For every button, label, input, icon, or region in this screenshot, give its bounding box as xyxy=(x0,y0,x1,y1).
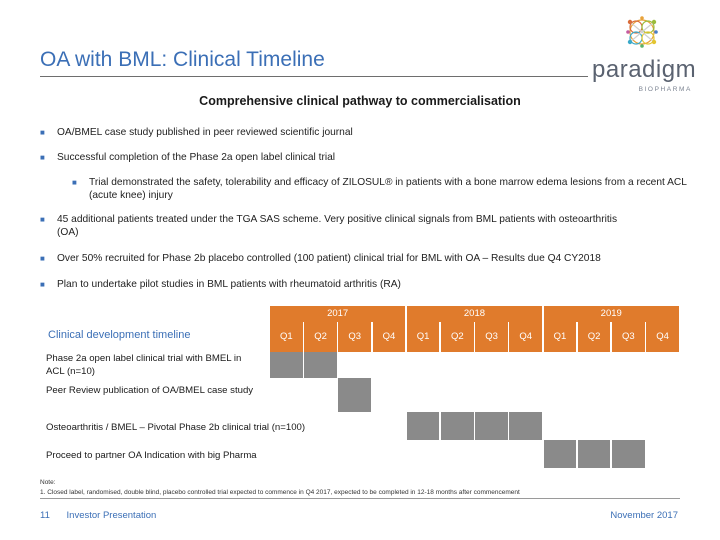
timeline-bar-cell xyxy=(509,412,542,440)
year-header: 2018 xyxy=(407,306,542,322)
bullet-text: OA/BMEL case study published in peer reviewed scientific journal xyxy=(57,127,353,138)
bullet-marker-icon: ■ xyxy=(40,280,45,289)
quarter-header: Q3 xyxy=(338,322,371,352)
timeline-bar-cell xyxy=(270,352,303,378)
slide-subtitle: Comprehensive clinical pathway to commercialisation xyxy=(199,94,521,108)
footer-divider xyxy=(40,498,680,499)
footer-date: November 2017 xyxy=(610,510,678,521)
quarter-header: Q4 xyxy=(373,322,406,352)
quarter-header: Q1 xyxy=(544,322,577,352)
bullet-marker-icon: ■ xyxy=(40,128,45,137)
quarter-header: Q3 xyxy=(475,322,508,352)
logo-subtitle: BIOPHARMA xyxy=(638,86,692,93)
timeline-label: Clinical development timeline xyxy=(48,329,191,341)
timeline-bar-cell xyxy=(338,378,371,412)
slide-title: OA with BML: Clinical Timeline xyxy=(40,48,325,71)
year-header: 2019 xyxy=(544,306,679,322)
bullet-marker-icon: ■ xyxy=(40,153,45,162)
quarter-header: Q1 xyxy=(407,322,440,352)
quarter-header: Q4 xyxy=(509,322,542,352)
quarter-header: Q1 xyxy=(270,322,303,352)
page-number: 11 xyxy=(40,510,50,521)
timeline-bar-cell xyxy=(612,440,645,468)
footnote-text: 1. Closed label, randomised, double blind, placebo controlled trial expected to commence in Q4 2017, expected to be completed in 12-18 months after commencement xyxy=(40,489,520,496)
timeline-row-label: Proceed to partner OA Indication with big Pharma xyxy=(46,450,257,461)
quarter-header: Q2 xyxy=(578,322,611,352)
quarter-header: Q3 xyxy=(612,322,645,352)
timeline-bar-cell xyxy=(544,440,577,468)
document-name: Investor Presentation xyxy=(66,510,157,521)
timeline-bar-cell xyxy=(304,352,337,378)
bullet-marker-icon: ■ xyxy=(72,178,77,187)
quarter-header: Q2 xyxy=(441,322,474,352)
timeline-row-label: Osteoarthritis / BMEL – Pivotal Phase 2b clinical trial (n=100) xyxy=(46,422,306,433)
timeline-bar-cell xyxy=(407,412,440,440)
bullet-text: Over 50% recruited for Phase 2b placebo controlled (100 patient) clinical trial for BML with OA – Results due Q4 CY2018 xyxy=(57,253,601,264)
bullet-marker-icon: ■ xyxy=(40,254,45,263)
bullet-text: Plan to undertake pilot studies in BML patients with rheumatoid arthritis (RA) xyxy=(57,279,401,290)
footnote xyxy=(40,478,520,498)
timeline-bar-cell xyxy=(475,412,508,440)
bullet-text: Successful completion of the Phase 2a open label clinical trial xyxy=(57,152,336,163)
year-header: 2017 xyxy=(270,306,405,322)
footnote-heading: Note: xyxy=(40,479,56,486)
bullet-text: 45 additional patients treated under the TGA SAS scheme. Very positive clinical signals from BML patients with osteoarthritis (OA) xyxy=(57,214,618,238)
quarter-header: Q4 xyxy=(646,322,679,352)
footer-left xyxy=(40,510,156,521)
timeline-row-label: Phase 2a open label clinical trial with BMEL in ACL (n=10) xyxy=(46,353,242,377)
quarter-header: Q2 xyxy=(304,322,337,352)
timeline-bar-cell xyxy=(441,412,474,440)
timeline-bar-cell xyxy=(578,440,611,468)
bullet-marker-icon: ■ xyxy=(40,215,45,224)
logo-wordmark: paradigm xyxy=(592,56,697,83)
bullet-text: Trial demonstrated the safety, tolerability and efficacy of ZILOSUL® in patients with a bone marrow edema lesions from a recent ACL (acute knee) injury xyxy=(89,177,687,201)
timeline-row-label: Peer Review publication of OA/BMEL case study xyxy=(46,385,254,396)
